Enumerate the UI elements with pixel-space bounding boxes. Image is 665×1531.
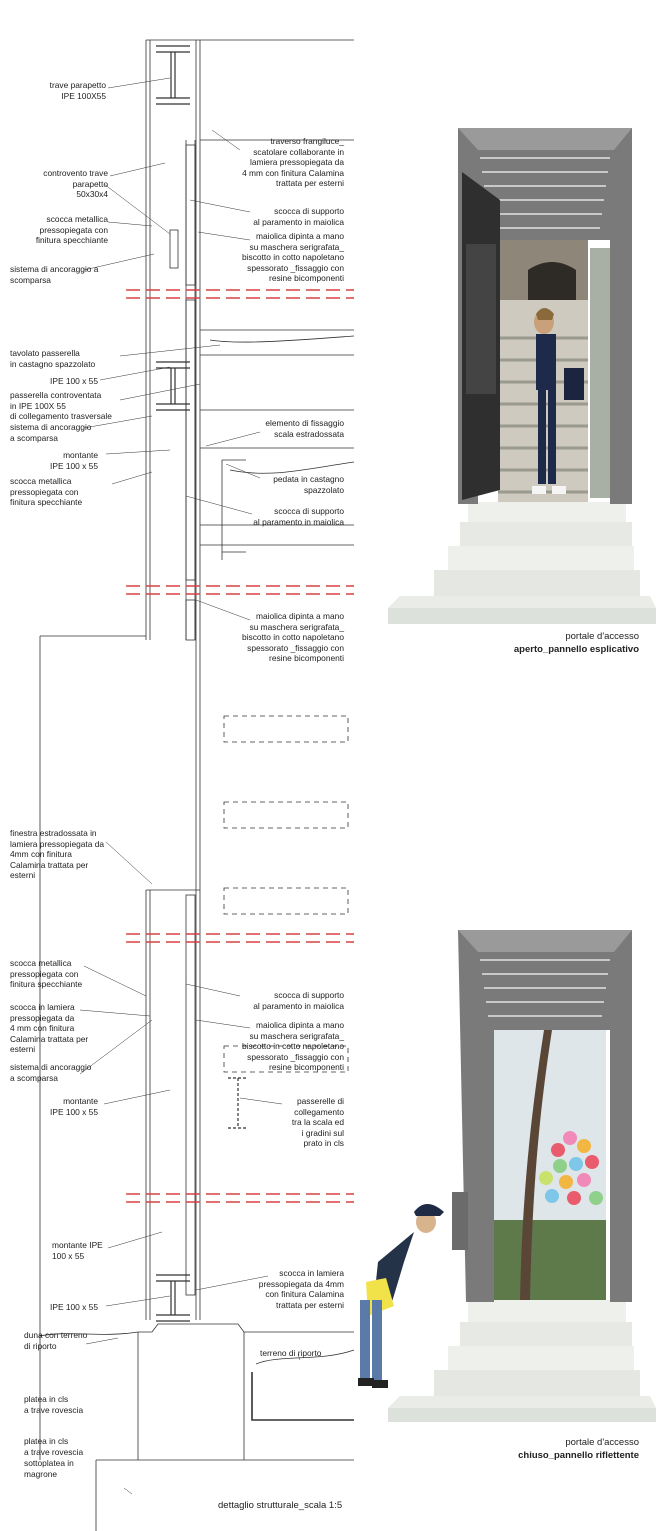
label-duna: duna con terreno di riporto xyxy=(24,1330,88,1351)
label-maiolica-2: maiolica dipinta a mano su maschera serigrafata_ biscotto in cotto napoletano spessorato _fissaggio con resine bicomponenti xyxy=(242,611,344,663)
label-sottoplatea: sottoplatea in magrone xyxy=(24,1458,74,1479)
label-maiolica-3: maiolica dipinta a mano su maschera serigrafata_ biscotto in cotto napoletano spessorato _fissaggio con resine bicomponenti xyxy=(242,1020,344,1072)
label-ipe-100-2: IPE 100 x 55 xyxy=(50,1302,98,1312)
label-terreno-riporto: terreno di riporto xyxy=(260,1348,322,1358)
caption-closed-line2: chiuso_pannello riflettente xyxy=(518,1450,639,1461)
label-platea-2: platea in cls a trave rovescia xyxy=(24,1436,84,1457)
caption-closed xyxy=(518,1436,639,1462)
portal-render-open xyxy=(388,128,656,624)
label-platea-1: platea in cls a trave rovescia xyxy=(24,1394,84,1415)
label-pedata: pedata in castagno spazzolato xyxy=(273,474,344,495)
label-montante-1: montante IPE 100 x 55 xyxy=(50,450,98,471)
label-scocca-metallica-2: scocca metallica pressopiegata con finitura specchiante xyxy=(10,476,83,507)
label-elemento-fissaggio: elemento di fissaggio scala estradossata xyxy=(265,418,344,439)
label-traverso: traverso frangiluce_ scatolare collaborante in lamiera pressopiegata da 4 mm con finitura Calamina trattata per esterni xyxy=(242,136,344,188)
caption-open xyxy=(514,630,639,656)
label-scocca-metallica-3: scocca metallica pressopiegata con finitura specchiante xyxy=(10,958,83,989)
drawing-title: dettaglio strutturale_scala 1:5 xyxy=(218,1500,343,1511)
label-tavolato-passerella: tavolato passerella in castagno spazzolato xyxy=(10,348,96,369)
label-finestra-estradossata: finestra estradossata in lamiera pressopiegata da 4mm con finitura Calamina trattata per esterni xyxy=(10,828,105,880)
label-montante-3: montante IPE 100 x 55 xyxy=(52,1240,103,1261)
label-ipe-100-1: IPE 100 x 55 xyxy=(50,376,98,386)
label-scocca-supporto-2: scocca di supporto al paramento in maiolica xyxy=(253,506,344,527)
label-scocca-metallica-1: scocca metallica pressopiegata con finitura specchiante xyxy=(35,214,108,245)
caption-open-line1: portale d'accesso xyxy=(565,631,639,642)
label-scocca-supporto-3: scocca di supporto al paramento in maiolica xyxy=(253,990,344,1011)
label-montante-2: montante IPE 100 x 55 xyxy=(50,1096,98,1117)
label-scocca-lamiera: scocca in lamiera pressopiegata da 4 mm con finitura Calamina trattata per esterni xyxy=(10,1002,89,1054)
label-sistema-ancoraggio-2: sistema di ancoraggio a scomparsa xyxy=(10,422,92,443)
caption-closed-line1: portale d'accesso xyxy=(565,1437,639,1448)
label-passerelle-collegamento: passerelle di collegamento tra la scala ed i gradini sul prato in cls xyxy=(291,1096,344,1148)
label-passerella-controventata: passerella controventata in IPE 100X 55 di collegamento trasversale xyxy=(10,390,112,421)
caption-open-line2: aperto_pannello esplicativo xyxy=(513,644,639,655)
label-sistema-ancoraggio-1: sistema di ancoraggio a scomparsa xyxy=(10,264,99,285)
label-controvento-trave: controvento trave parapetto 50x30x4 xyxy=(43,168,108,199)
label-trave-parapetto: trave parapetto IPE 100X55 xyxy=(49,80,106,101)
label-maiolica-1: maiolica dipinta a mano su maschera serigrafata_ biscotto in cotto napoletano spessorato _fissaggio con resine bicomponenti xyxy=(242,231,344,283)
label-scocca-lamiera-4mm: scocca in lamiera pressopiegata da 4mm con finitura Calamina trattata per esterni xyxy=(258,1268,344,1310)
label-sistema-ancoraggio-3: sistema di ancoraggio a scomparsa xyxy=(10,1062,92,1083)
label-scocca-supporto-1: scocca di supporto al paramento in maiolica xyxy=(253,206,344,227)
